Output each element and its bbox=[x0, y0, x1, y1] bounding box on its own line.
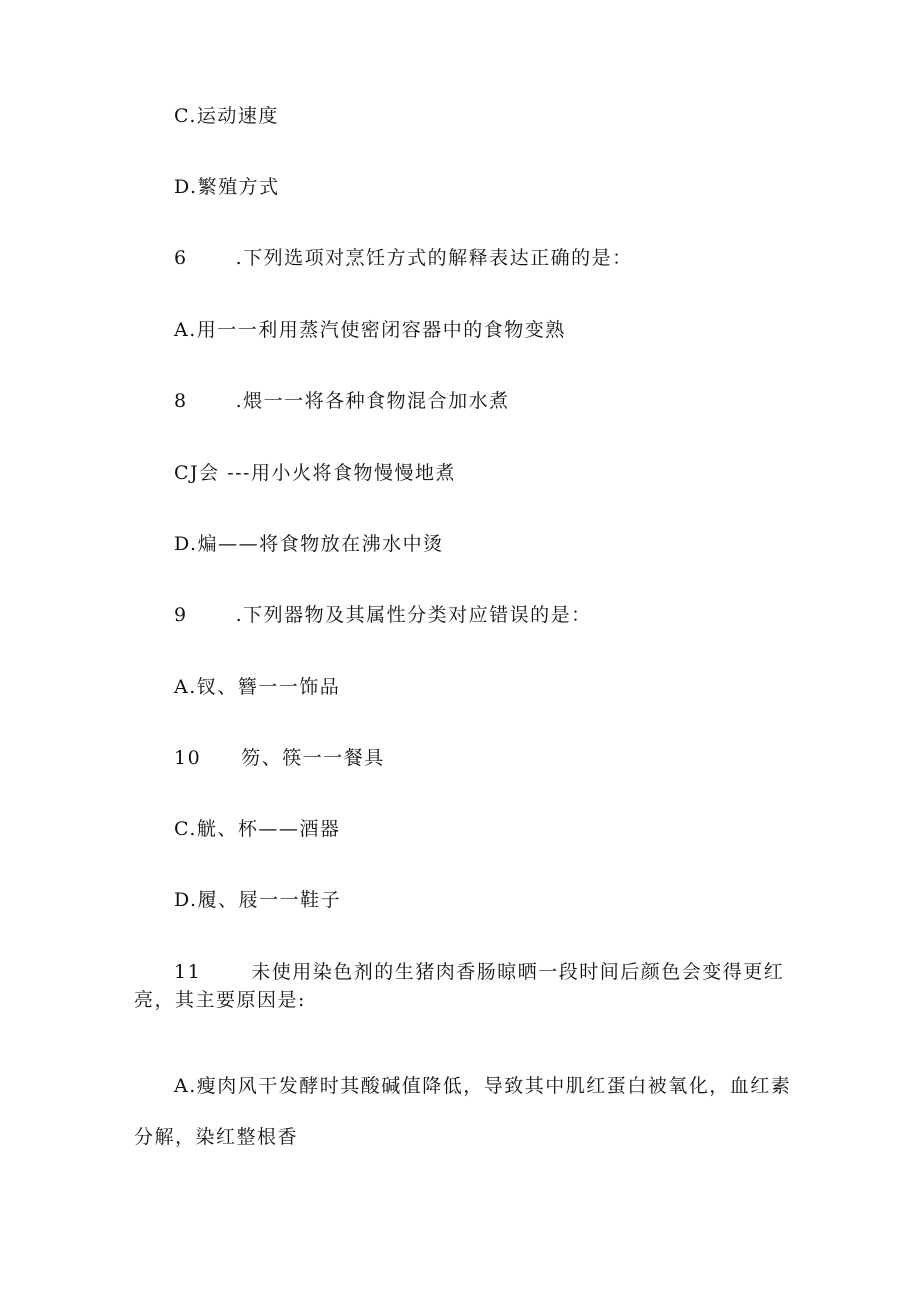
question-number: 6 bbox=[174, 247, 188, 269]
question-10 bbox=[174, 746, 385, 770]
answer-a-line-1: A.瘦肉风干发酵时其酸碱值降低，导致其中肌红蛋白被氧化，血红素 bbox=[174, 1075, 792, 1097]
question-text: .下列选项对烹饪方式的解释表达正确的是： bbox=[235, 247, 633, 269]
question-number: 11 bbox=[174, 961, 202, 983]
question-text: .煨一一将各种食物混合加水煮 bbox=[235, 390, 510, 412]
question-text: .下列器物及其属性分类对应错误的是： bbox=[235, 604, 592, 626]
question-text: 未使用染色剂的生猪肉香肠晾晒一段时间后颜色会变得更红 bbox=[251, 961, 785, 983]
option-c-simmer: CJ会 ---用小火将食物慢慢地煮 bbox=[174, 462, 456, 484]
question-11 bbox=[174, 960, 784, 984]
question-text: 笏、筷一一餐具 bbox=[241, 747, 385, 769]
option-d-shoes: D.履、屐一一鞋子 bbox=[174, 889, 342, 911]
option-c-wine-vessels: C.觥、杯——酒器 bbox=[174, 818, 341, 840]
question-number: 10 bbox=[174, 747, 202, 769]
question-11-continuation: 亮，其主要原因是: bbox=[134, 989, 306, 1011]
question-number: 9 bbox=[174, 604, 188, 626]
question-9 bbox=[174, 603, 592, 627]
question-8 bbox=[174, 389, 510, 413]
option-d-blanch: D.煸——将食物放在沸水中烫 bbox=[174, 533, 444, 555]
option-a-steam: A.用一一利用蒸汽使密闭容器中的食物变熟 bbox=[174, 319, 566, 341]
option-c-speed: C.运动速度 bbox=[174, 105, 279, 127]
question-6 bbox=[174, 246, 633, 270]
question-number: 8 bbox=[174, 390, 188, 412]
option-a-ornaments: A.钗、簪一一饰品 bbox=[174, 676, 341, 698]
option-d-reproduction: D.繁殖方式 bbox=[174, 176, 280, 198]
answer-a-line-2: 分解，染红整根香 bbox=[134, 1126, 299, 1148]
